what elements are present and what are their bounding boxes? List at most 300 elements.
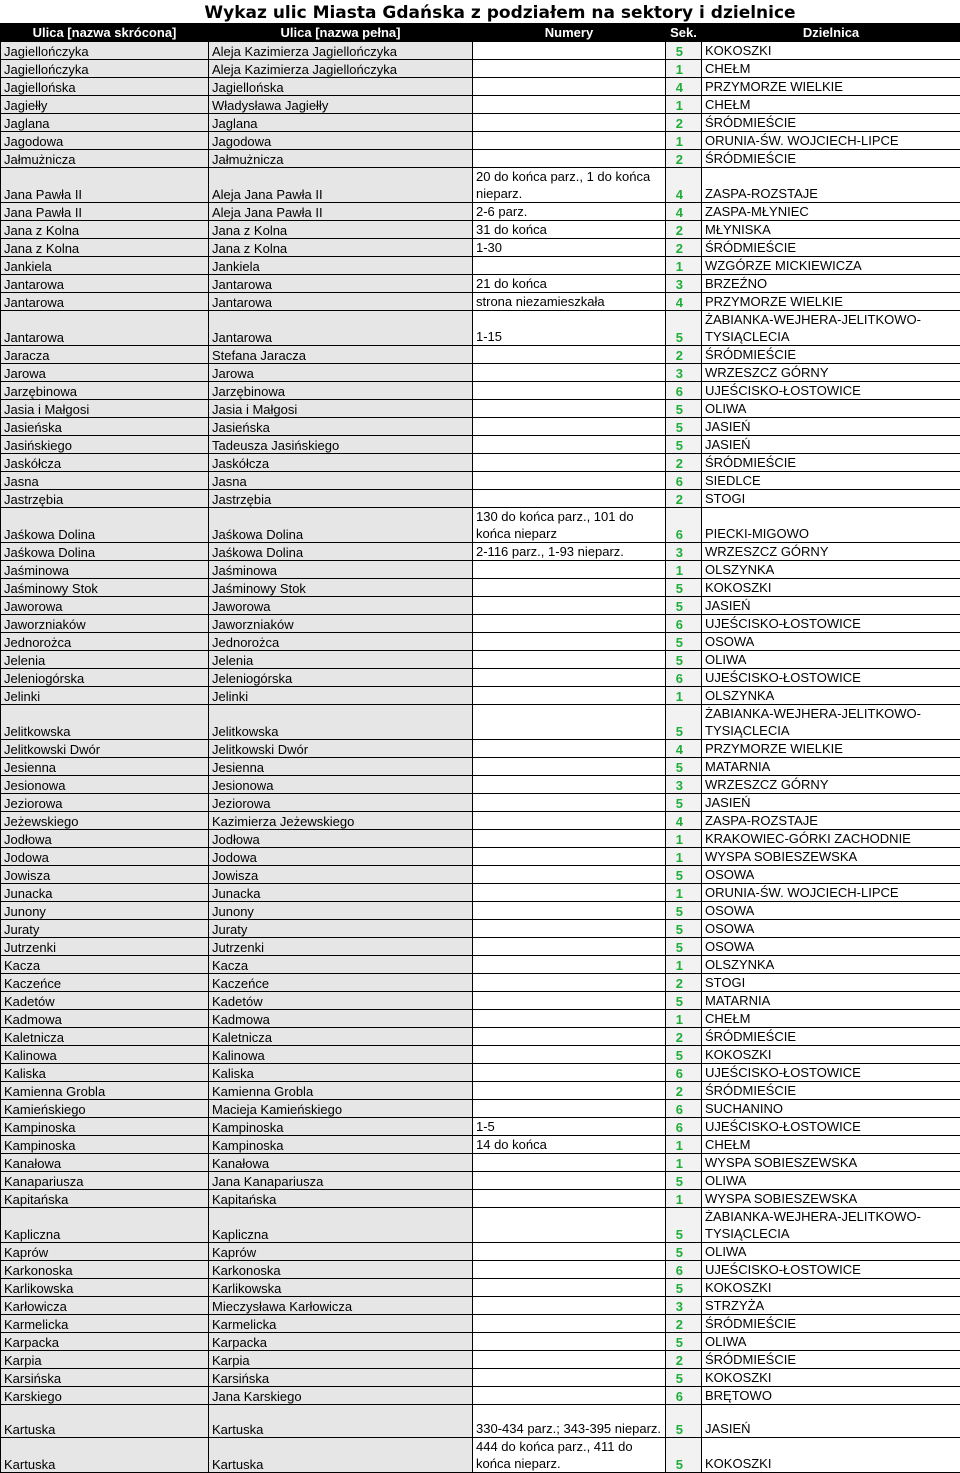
short-name-cell: Jantarowa <box>1 275 209 293</box>
table-row <box>1 472 960 490</box>
table-row <box>1 382 960 400</box>
table-row <box>1 992 960 1010</box>
short-name-cell: Jaskółcza <box>1 454 209 472</box>
district-cell: ZASPA-ROZSTAJE <box>702 812 960 830</box>
sector-cell: 4 <box>666 203 702 221</box>
full-name-cell: Jasna <box>209 472 473 490</box>
table-row <box>1 1243 960 1261</box>
full-name-cell: Jaśminowy Stok <box>209 579 473 597</box>
table-row <box>1 1190 960 1208</box>
full-name-cell: Aleja Jana Pawła II <box>209 203 473 221</box>
sector-cell: 4 <box>666 293 702 311</box>
sector-cell: 1 <box>666 848 702 866</box>
short-name-cell: Karpacka <box>1 1333 209 1351</box>
sector-cell: 5 <box>666 311 702 346</box>
district-cell: JASIEŃ <box>702 1405 960 1438</box>
short-name-cell: Jasińskiego <box>1 436 209 454</box>
numbers-cell <box>473 1387 666 1405</box>
header-short-name: Ulica [nazwa skrócona] <box>1 24 209 42</box>
sector-cell: 2 <box>666 1315 702 1333</box>
short-name-cell: Jelitkowska <box>1 705 209 740</box>
full-name-cell: Stefana Jaracza <box>209 346 473 364</box>
short-name-cell: Jowisza <box>1 866 209 884</box>
sector-cell: 1 <box>666 1010 702 1028</box>
numbers-cell <box>473 884 666 902</box>
sector-cell: 6 <box>666 382 702 400</box>
short-name-cell: Jaśkowa Dolina <box>1 508 209 543</box>
short-name-cell: Jaśminowy Stok <box>1 579 209 597</box>
sector-cell: 5 <box>666 902 702 920</box>
short-name-cell: Kampinoska <box>1 1118 209 1136</box>
district-cell: OLIWA <box>702 651 960 669</box>
sector-cell: 5 <box>666 1369 702 1387</box>
sector-cell: 5 <box>666 418 702 436</box>
numbers-cell <box>473 758 666 776</box>
district-cell: UJEŚCISKO-ŁOSTOWICE <box>702 669 960 687</box>
numbers-cell <box>473 830 666 848</box>
short-name-cell: Jasna <box>1 472 209 490</box>
numbers-cell <box>473 651 666 669</box>
table-row <box>1 776 960 794</box>
page-title: Wykaz ulic Miasta Gdańska z podziałem na sektory i dzielnice <box>0 0 960 23</box>
short-name-cell: Jaworzniaków <box>1 615 209 633</box>
numbers-cell: 31 do końca <box>473 221 666 239</box>
short-name-cell: Kaletnicza <box>1 1028 209 1046</box>
district-cell: OSOWA <box>702 633 960 651</box>
numbers-cell <box>473 418 666 436</box>
table-row <box>1 561 960 579</box>
full-name-cell: Aleja Kazimierza Jagiellończyka <box>209 60 473 78</box>
district-cell: CHEŁM <box>702 1010 960 1028</box>
short-name-cell: Kapliczna <box>1 1208 209 1243</box>
district-cell: PIECKI-MIGOWO <box>702 508 960 543</box>
sector-cell: 1 <box>666 1190 702 1208</box>
table-row <box>1 257 960 275</box>
table-row <box>1 150 960 168</box>
sector-cell: 5 <box>666 436 702 454</box>
numbers-cell <box>473 42 666 60</box>
numbers-cell: 21 do końca <box>473 275 666 293</box>
district-cell: KOKOSZKI <box>702 579 960 597</box>
table-row <box>1 651 960 669</box>
district-cell: OSOWA <box>702 938 960 956</box>
sector-cell: 5 <box>666 938 702 956</box>
sector-cell: 6 <box>666 508 702 543</box>
sector-cell: 5 <box>666 1405 702 1438</box>
short-name-cell: Jastrzębia <box>1 490 209 508</box>
full-name-cell: Karpia <box>209 1351 473 1369</box>
numbers-cell <box>473 78 666 96</box>
numbers-cell <box>473 902 666 920</box>
sector-cell: 5 <box>666 1172 702 1190</box>
full-name-cell: Kamienna Grobla <box>209 1082 473 1100</box>
full-name-cell: Jelitkowski Dwór <box>209 740 473 758</box>
short-name-cell: Jarzębinowa <box>1 382 209 400</box>
header-full-name: Ulica [nazwa pełna] <box>209 24 473 42</box>
numbers-cell <box>473 866 666 884</box>
short-name-cell: Jałmużnicza <box>1 150 209 168</box>
district-cell: ŚRÓDMIEŚCIE <box>702 1082 960 1100</box>
district-cell: MATARNIA <box>702 992 960 1010</box>
sector-cell: 4 <box>666 168 702 203</box>
district-cell: MATARNIA <box>702 758 960 776</box>
district-cell: KOKOSZKI <box>702 1046 960 1064</box>
short-name-cell: Jana Pawła II <box>1 168 209 203</box>
table-row <box>1 740 960 758</box>
table-row <box>1 1405 960 1438</box>
sector-cell: 3 <box>666 1297 702 1315</box>
table-row <box>1 1315 960 1333</box>
sector-cell: 6 <box>666 1261 702 1279</box>
sector-cell: 2 <box>666 150 702 168</box>
table-row <box>1 454 960 472</box>
district-cell: CHEŁM <box>702 96 960 114</box>
numbers-cell: 1-5 <box>473 1118 666 1136</box>
district-cell: WRZESZCZ GÓRNY <box>702 543 960 561</box>
full-name-cell: Jutrzenki <box>209 938 473 956</box>
full-name-cell: Kapliczna <box>209 1208 473 1243</box>
table-row <box>1 1010 960 1028</box>
district-cell: OLIWA <box>702 400 960 418</box>
short-name-cell: Kapitańska <box>1 1190 209 1208</box>
numbers-cell <box>473 956 666 974</box>
full-name-cell: Jantarowa <box>209 275 473 293</box>
table-row <box>1 884 960 902</box>
numbers-cell <box>473 96 666 114</box>
table-row <box>1 1333 960 1351</box>
full-name-cell: Jantarowa <box>209 293 473 311</box>
sector-cell: 1 <box>666 830 702 848</box>
district-cell: OSOWA <box>702 866 960 884</box>
full-name-cell: Jodowa <box>209 848 473 866</box>
full-name-cell: Jana Karskiego <box>209 1387 473 1405</box>
district-cell: WYSPA SOBIESZEWSKA <box>702 1154 960 1172</box>
numbers-cell <box>473 1172 666 1190</box>
district-cell: JASIEŃ <box>702 794 960 812</box>
short-name-cell: Karłowicza <box>1 1297 209 1315</box>
header-sector: Sek. <box>666 24 702 42</box>
district-cell: PRZYMORZE WIELKIE <box>702 740 960 758</box>
district-cell: ŚRÓDMIEŚCIE <box>702 1315 960 1333</box>
table-row <box>1 615 960 633</box>
full-name-cell: Jaglana <box>209 114 473 132</box>
short-name-cell: Jagiellońska <box>1 78 209 96</box>
short-name-cell: Jagiellończyka <box>1 60 209 78</box>
short-name-cell: Kartuska <box>1 1438 209 1473</box>
header-numbers: Numery <box>473 24 666 42</box>
numbers-cell <box>473 382 666 400</box>
sector-cell: 2 <box>666 454 702 472</box>
short-name-cell: Kacza <box>1 956 209 974</box>
district-cell: OLSZYNKA <box>702 956 960 974</box>
district-cell: ORUNIA-ŚW. WOJCIECH-LIPCE <box>702 884 960 902</box>
table-row <box>1 830 960 848</box>
table-row <box>1 1046 960 1064</box>
short-name-cell: Junacka <box>1 884 209 902</box>
district-cell: UJEŚCISKO-ŁOSTOWICE <box>702 1118 960 1136</box>
district-cell: BRĘTOWO <box>702 1387 960 1405</box>
sector-cell: 5 <box>666 1333 702 1351</box>
sector-cell: 5 <box>666 42 702 60</box>
table-row <box>1 436 960 454</box>
short-name-cell: Kadetów <box>1 992 209 1010</box>
full-name-cell: Junony <box>209 902 473 920</box>
short-name-cell: Jagiellończyka <box>1 42 209 60</box>
district-cell: UJEŚCISKO-ŁOSTOWICE <box>702 1261 960 1279</box>
district-cell: STOGI <box>702 490 960 508</box>
district-cell: JASIEŃ <box>702 436 960 454</box>
table-row <box>1 221 960 239</box>
numbers-cell <box>473 687 666 705</box>
table-row <box>1 346 960 364</box>
table-body <box>1 42 960 1473</box>
numbers-cell <box>473 150 666 168</box>
sector-cell: 5 <box>666 992 702 1010</box>
short-name-cell: Kanałowa <box>1 1154 209 1172</box>
short-name-cell: Karsińska <box>1 1369 209 1387</box>
short-name-cell: Jankiela <box>1 257 209 275</box>
numbers-cell <box>473 1243 666 1261</box>
district-cell: KOKOSZKI <box>702 1369 960 1387</box>
full-name-cell: Karkonoska <box>209 1261 473 1279</box>
short-name-cell: Kaprów <box>1 1243 209 1261</box>
short-name-cell: Jarowa <box>1 364 209 382</box>
table-row <box>1 812 960 830</box>
short-name-cell: Jesionowa <box>1 776 209 794</box>
table-row <box>1 1154 960 1172</box>
short-name-cell: Kaczeńce <box>1 974 209 992</box>
sector-cell: 5 <box>666 400 702 418</box>
short-name-cell: Karlikowska <box>1 1279 209 1297</box>
header-district: Dzielnica <box>702 24 960 42</box>
numbers-cell <box>473 1369 666 1387</box>
numbers-cell <box>473 1064 666 1082</box>
district-cell: WRZESZCZ GÓRNY <box>702 364 960 382</box>
full-name-cell: Karlikowska <box>209 1279 473 1297</box>
district-cell: MŁYNISKA <box>702 221 960 239</box>
short-name-cell: Jantarowa <box>1 293 209 311</box>
short-name-cell: Kamienna Grobla <box>1 1082 209 1100</box>
short-name-cell: Junony <box>1 902 209 920</box>
district-cell: WZGÓRZE MICKIEWICZA <box>702 257 960 275</box>
district-cell: KOKOSZKI <box>702 1279 960 1297</box>
table-row <box>1 1172 960 1190</box>
full-name-cell: Jarzębinowa <box>209 382 473 400</box>
district-cell: ORUNIA-ŚW. WOJCIECH-LIPCE <box>702 132 960 150</box>
table-row <box>1 1351 960 1369</box>
table-row <box>1 669 960 687</box>
full-name-cell: Jarowa <box>209 364 473 382</box>
table-row <box>1 1279 960 1297</box>
sector-cell: 5 <box>666 1279 702 1297</box>
district-cell: ŚRÓDMIEŚCIE <box>702 1028 960 1046</box>
short-name-cell: Jutrzenki <box>1 938 209 956</box>
district-cell: OLIWA <box>702 1243 960 1261</box>
district-cell: CHEŁM <box>702 1136 960 1154</box>
full-name-cell: Kaletnicza <box>209 1028 473 1046</box>
table-row <box>1 956 960 974</box>
short-name-cell: Jeżewskiego <box>1 812 209 830</box>
numbers-cell <box>473 1046 666 1064</box>
table-row <box>1 938 960 956</box>
full-name-cell: Jana Kanapariusza <box>209 1172 473 1190</box>
short-name-cell: Jana Pawła II <box>1 203 209 221</box>
numbers-cell: 2-6 parz. <box>473 203 666 221</box>
full-name-cell: Jelinki <box>209 687 473 705</box>
full-name-cell: Junacka <box>209 884 473 902</box>
table-row <box>1 42 960 60</box>
short-name-cell: Karpia <box>1 1351 209 1369</box>
district-cell: PRZYMORZE WIELKIE <box>702 293 960 311</box>
table-row <box>1 239 960 257</box>
streets-table <box>0 23 960 1473</box>
short-name-cell: Karkonoska <box>1 1261 209 1279</box>
district-cell: PRZYMORZE WIELKIE <box>702 78 960 96</box>
numbers-cell: 1-15 <box>473 311 666 346</box>
table-row <box>1 974 960 992</box>
district-cell: BRZEŹNO <box>702 275 960 293</box>
sector-cell: 6 <box>666 472 702 490</box>
full-name-cell: Kaczeńce <box>209 974 473 992</box>
short-name-cell: Jaworowa <box>1 597 209 615</box>
sector-cell: 5 <box>666 597 702 615</box>
numbers-cell: 444 do końca parz., 411 do końca nieparz. <box>473 1438 666 1473</box>
table-row <box>1 1369 960 1387</box>
sector-cell: 1 <box>666 96 702 114</box>
full-name-cell: Kapitańska <box>209 1190 473 1208</box>
district-cell: CHEŁM <box>702 60 960 78</box>
sector-cell: 6 <box>666 615 702 633</box>
table-row <box>1 168 960 203</box>
sector-cell: 2 <box>666 114 702 132</box>
sector-cell: 2 <box>666 974 702 992</box>
table-row <box>1 203 960 221</box>
numbers-cell <box>473 490 666 508</box>
table-row <box>1 96 960 114</box>
numbers-cell: 330-434 parz.; 343-395 nieparz. <box>473 1405 666 1438</box>
sector-cell: 5 <box>666 1438 702 1473</box>
full-name-cell: Jeziorowa <box>209 794 473 812</box>
table-row <box>1 275 960 293</box>
sector-cell: 1 <box>666 1154 702 1172</box>
short-name-cell: Jodowa <box>1 848 209 866</box>
numbers-cell <box>473 1351 666 1369</box>
full-name-cell: Jaśkowa Dolina <box>209 543 473 561</box>
sector-cell: 5 <box>666 705 702 740</box>
district-cell: WYSPA SOBIESZEWSKA <box>702 848 960 866</box>
full-name-cell: Jednorożca <box>209 633 473 651</box>
short-name-cell: Jednorożca <box>1 633 209 651</box>
numbers-cell <box>473 992 666 1010</box>
full-name-cell: Kampinoska <box>209 1118 473 1136</box>
full-name-cell: Jasieńska <box>209 418 473 436</box>
full-name-cell: Kadmowa <box>209 1010 473 1028</box>
full-name-cell: Jana z Kolna <box>209 239 473 257</box>
full-name-cell: Kacza <box>209 956 473 974</box>
sector-cell: 4 <box>666 78 702 96</box>
numbers-cell <box>473 974 666 992</box>
numbers-cell <box>473 1279 666 1297</box>
full-name-cell: Jankiela <box>209 257 473 275</box>
numbers-cell <box>473 1082 666 1100</box>
sector-cell: 3 <box>666 364 702 382</box>
full-name-cell: Kartuska <box>209 1405 473 1438</box>
sector-cell: 6 <box>666 1387 702 1405</box>
district-cell: ŚRÓDMIEŚCIE <box>702 346 960 364</box>
full-name-cell: Macieja Kamieńskiego <box>209 1100 473 1118</box>
full-name-cell: Jaśminowa <box>209 561 473 579</box>
full-name-cell: Kaliska <box>209 1064 473 1082</box>
sector-cell: 2 <box>666 1028 702 1046</box>
sector-cell: 2 <box>666 1351 702 1369</box>
full-name-cell: Aleja Kazimierza Jagiellończyka <box>209 42 473 60</box>
numbers-cell: 130 do końca parz., 101 do końca nieparz <box>473 508 666 543</box>
numbers-cell <box>473 561 666 579</box>
district-cell: ŻABIANKA-WEJHERA-JELITKOWO-TYSIĄCLECIA <box>702 1208 960 1243</box>
table-row <box>1 902 960 920</box>
sector-cell: 5 <box>666 794 702 812</box>
table-row <box>1 920 960 938</box>
numbers-cell <box>473 1010 666 1028</box>
full-name-cell: Jaworzniaków <box>209 615 473 633</box>
table-row <box>1 1100 960 1118</box>
full-name-cell: Jelitkowska <box>209 705 473 740</box>
district-cell: ZASPA-ROZSTAJE <box>702 168 960 203</box>
sector-cell: 4 <box>666 812 702 830</box>
district-cell: JASIEŃ <box>702 418 960 436</box>
district-cell: ŚRÓDMIEŚCIE <box>702 454 960 472</box>
full-name-cell: Jaworowa <box>209 597 473 615</box>
numbers-cell <box>473 1261 666 1279</box>
table-row <box>1 1438 960 1473</box>
header-row <box>1 24 960 42</box>
short-name-cell: Kamieńskiego <box>1 1100 209 1118</box>
full-name-cell: Jowisza <box>209 866 473 884</box>
numbers-cell <box>473 346 666 364</box>
sector-cell: 2 <box>666 346 702 364</box>
numbers-cell <box>473 848 666 866</box>
district-cell: KOKOSZKI <box>702 1438 960 1473</box>
table-row <box>1 687 960 705</box>
district-cell: JASIEŃ <box>702 597 960 615</box>
table-row <box>1 1082 960 1100</box>
district-cell: UJEŚCISKO-ŁOSTOWICE <box>702 1064 960 1082</box>
sector-cell: 1 <box>666 257 702 275</box>
sector-cell: 1 <box>666 60 702 78</box>
numbers-cell <box>473 1028 666 1046</box>
sector-cell: 3 <box>666 776 702 794</box>
short-name-cell: Kaliska <box>1 1064 209 1082</box>
table-row <box>1 132 960 150</box>
full-name-cell: Jantarowa <box>209 311 473 346</box>
district-cell: ŻABIANKA-WEJHERA-JELITKOWO-TYSIĄCLECIA <box>702 311 960 346</box>
numbers-cell <box>473 257 666 275</box>
numbers-cell <box>473 114 666 132</box>
district-cell: WRZESZCZ GÓRNY <box>702 776 960 794</box>
short-name-cell: Jaśkowa Dolina <box>1 543 209 561</box>
short-name-cell: Jagiełły <box>1 96 209 114</box>
full-name-cell: Karpacka <box>209 1333 473 1351</box>
table-row <box>1 114 960 132</box>
sector-cell: 6 <box>666 1100 702 1118</box>
short-name-cell: Kartuska <box>1 1405 209 1438</box>
full-name-cell: Władysława Jagiełły <box>209 96 473 114</box>
district-cell: UJEŚCISKO-ŁOSTOWICE <box>702 615 960 633</box>
full-name-cell: Jaśkowa Dolina <box>209 508 473 543</box>
sector-cell: 5 <box>666 758 702 776</box>
district-cell: KRAKOWIEC-GÓRKI ZACHODNIE <box>702 830 960 848</box>
district-cell: OLSZYNKA <box>702 687 960 705</box>
